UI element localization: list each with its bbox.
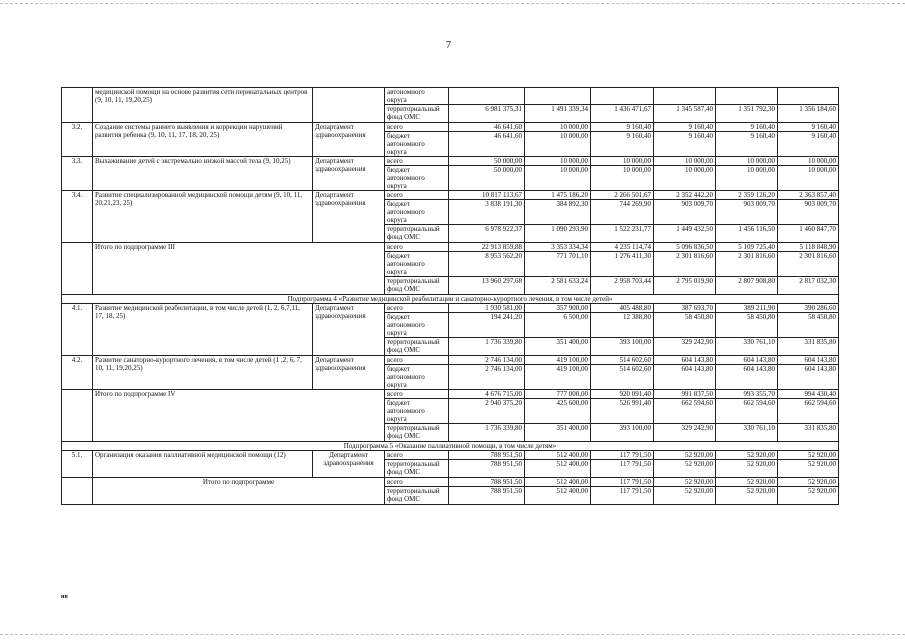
activity-name-cell: Развитие медицинской реабилитации, в том числе детей (1, 2, 6,7,11, 17, 18, 25) [93, 304, 313, 356]
table-row [62, 451, 839, 460]
amount-cell: 329 242,90 [654, 424, 716, 442]
amount-cell: 604 143,80 [778, 365, 839, 390]
amount-cell: 2 807 908,80 [716, 277, 778, 295]
funding-source-cell: бюджет автономного округа [385, 365, 449, 390]
amount-cell [654, 88, 716, 105]
amount-cell: 117 791,50 [591, 460, 654, 478]
amount-cell: 52 920,00 [654, 460, 716, 478]
amount-cell: 52 920,00 [654, 487, 716, 505]
executor-cell: Департамент здравоохранения [313, 191, 385, 243]
amount-cell: 52 920,00 [716, 451, 778, 460]
funding-source-cell: всего [385, 390, 449, 399]
amount-cell: 9 160,40 [716, 132, 778, 157]
amount-cell: 351 400,00 [525, 338, 591, 356]
executor-cell: Департамент здравоохранения [313, 451, 385, 478]
amount-cell: 330 761,10 [716, 424, 778, 442]
amount-cell: 10 817 113,67 [449, 191, 525, 200]
funding-source-cell: всего [385, 478, 449, 487]
amount-cell: 2 266 501,67 [591, 191, 654, 200]
amount-cell: 52 920,00 [778, 487, 839, 505]
amount-cell: 2 940 375,20 [449, 399, 525, 424]
amount-cell: 1 436 471,67 [591, 105, 654, 123]
amount-cell: 2 301 816,60 [778, 252, 839, 277]
amount-cell: 194 241,20 [449, 313, 525, 338]
amount-cell: 2 795 019,90 [654, 277, 716, 295]
item-number-cell: 3.4. [62, 191, 93, 243]
amount-cell: 117 791,50 [591, 487, 654, 505]
table-row [62, 123, 839, 132]
funding-source-cell: всего [385, 451, 449, 460]
amount-cell: 662 594,60 [778, 399, 839, 424]
amount-cell: 10 000,00 [525, 123, 591, 132]
funding-source-cell: всего [385, 304, 449, 313]
amount-cell [716, 88, 778, 105]
table-row [62, 356, 839, 365]
amount-cell: 393 100,00 [591, 338, 654, 356]
amount-cell: 2 352 442,20 [654, 191, 716, 200]
amount-cell: 5 096 836,50 [654, 243, 716, 252]
funding-source-cell: всего [385, 157, 449, 166]
amount-cell: 788 951,50 [449, 460, 525, 478]
amount-cell: 744 269,90 [591, 200, 654, 225]
subprogram-header-row [62, 295, 839, 304]
amount-cell: 50 000,00 [449, 157, 525, 166]
activity-name-cell: Итого по подпрограмме III [93, 243, 385, 295]
funding-source-cell: территориальный фонд ОМС [385, 277, 449, 295]
amount-cell: 903 009,70 [654, 200, 716, 225]
funding-source-cell: бюджет автономного округа [385, 399, 449, 424]
amount-cell: 9 160,40 [778, 132, 839, 157]
amount-cell: 10 000,00 [778, 166, 839, 191]
amount-cell: 58 450,80 [778, 313, 839, 338]
amount-cell: 9 160,40 [716, 123, 778, 132]
amount-cell: 604 143,80 [778, 356, 839, 365]
amount-cell: 1 522 231,77 [591, 225, 654, 243]
amount-cell: 10 000,00 [525, 166, 591, 191]
funding-source-cell: всего [385, 356, 449, 365]
table-row [62, 88, 839, 105]
item-number-cell: 3.2. [62, 123, 93, 157]
amount-cell: 52 920,00 [778, 478, 839, 487]
amount-cell: 9 160,40 [591, 123, 654, 132]
amount-cell: 994 430,40 [778, 390, 839, 399]
amount-cell: 3 353 334,34 [525, 243, 591, 252]
item-number-cell [62, 88, 93, 123]
amount-cell: 50 000,00 [449, 166, 525, 191]
amount-cell: 387 693,70 [654, 304, 716, 313]
amount-cell [449, 88, 525, 105]
amount-cell: 526 991,40 [591, 399, 654, 424]
amount-cell: 993 355,70 [716, 390, 778, 399]
item-number-cell [62, 243, 93, 295]
activity-name-cell: медицинской помощи на основе развития сети перинатальных центров (9, 10, 11, 19,20,25) [93, 88, 313, 123]
amount-cell: 12 388,80 [591, 313, 654, 338]
executor-cell [313, 88, 385, 123]
amount-cell: 13 960 297,68 [449, 277, 525, 295]
amount-cell [525, 88, 591, 105]
amount-cell [778, 88, 839, 105]
amount-cell: 351 400,00 [525, 424, 591, 442]
amount-cell: 2 746 134,00 [449, 365, 525, 390]
amount-cell: 1 449 432,50 [654, 225, 716, 243]
amount-cell: 2 301 816,60 [654, 252, 716, 277]
amount-cell: 604 143,80 [654, 356, 716, 365]
subprogram-title: Подпрограмма 5 «Оказание паллиативной помощи, в том числе детям» [62, 442, 839, 451]
amount-cell: 419 100,00 [525, 356, 591, 365]
amount-cell: 903 009,70 [716, 200, 778, 225]
amount-cell: 1 475 186,20 [525, 191, 591, 200]
amount-cell: 6 978 922,37 [449, 225, 525, 243]
amount-cell: 425 600,00 [525, 399, 591, 424]
amount-cell: 788 951,50 [449, 478, 525, 487]
amount-cell: 2 301 816,60 [716, 252, 778, 277]
amount-cell: 3 838 191,30 [449, 200, 525, 225]
amount-cell: 512 400,00 [525, 478, 591, 487]
funding-source-cell: бюджет автономного округа [385, 313, 449, 338]
amount-cell: 52 920,00 [716, 478, 778, 487]
funding-source-cell: территориальный фонд ОМС [385, 338, 449, 356]
amount-cell: 10 000,00 [778, 157, 839, 166]
amount-cell: 2 359 126,20 [716, 191, 778, 200]
amount-cell: 920 091,40 [591, 390, 654, 399]
table-row [62, 304, 839, 313]
amount-cell: 419 100,00 [525, 365, 591, 390]
page-number: 7 [446, 40, 451, 51]
amount-cell: 512 400,00 [525, 487, 591, 505]
amount-cell: 5 118 848,90 [778, 243, 839, 252]
amount-cell: 357 900,00 [525, 304, 591, 313]
activity-name-cell: Выхаживание детей с экстремально низкой массой тела (9, 10,25) [93, 157, 313, 191]
amount-cell: 46 641,60 [449, 132, 525, 157]
amount-cell: 512 400,00 [525, 460, 591, 478]
activity-name-cell: Организация оказания паллиативной медицинской помощи (12) [93, 451, 313, 478]
funding-source-cell: всего [385, 123, 449, 132]
scan-edge-bottom [0, 634, 905, 636]
table-body [62, 88, 839, 505]
activity-name-cell: Итого по подпрограмме IV [93, 390, 385, 442]
executor-cell: Департамент здравоохранения [313, 123, 385, 157]
item-number-cell: 3.3. [62, 157, 93, 191]
amount-cell: 117 791,50 [591, 451, 654, 460]
amount-cell: 2 817 032,30 [778, 277, 839, 295]
activity-name-cell: Итого по подпрограмме [93, 478, 385, 505]
amount-cell: 331 835,80 [778, 424, 839, 442]
amount-cell: 662 594,60 [716, 399, 778, 424]
amount-cell: 604 143,80 [716, 365, 778, 390]
amount-cell: 389 211,90 [716, 304, 778, 313]
amount-cell [591, 88, 654, 105]
funding-source-cell: территориальный фонд ОМС [385, 424, 449, 442]
amount-cell: 405 488,80 [591, 304, 654, 313]
table-row [62, 390, 839, 399]
funding-source-cell: территориальный фонд ОМС [385, 487, 449, 505]
amount-cell: 10 000,00 [716, 166, 778, 191]
table-row [62, 157, 839, 166]
funding-source-cell: всего [385, 191, 449, 200]
amount-cell: 514 602,60 [591, 365, 654, 390]
amount-cell: 1 460 847,70 [778, 225, 839, 243]
amount-cell: 384 892,30 [525, 200, 591, 225]
subprogram-title: Подпрограмма 4 «Развитие медицинской реабилитации и санаторно-курортного лечения, в том числе детей» [62, 295, 839, 304]
item-number-cell: 5.1. [62, 451, 93, 478]
table-row [62, 191, 839, 200]
amount-cell: 1 345 587,40 [654, 105, 716, 123]
amount-cell: 4 676 715,00 [449, 390, 525, 399]
amount-cell: 330 761,10 [716, 338, 778, 356]
amount-cell: 771 701,10 [525, 252, 591, 277]
amount-cell: 1 356 184,60 [778, 105, 839, 123]
amount-cell: 662 594,60 [654, 399, 716, 424]
item-number-cell [62, 390, 93, 442]
activity-name-cell: Развитие специализированной медицинской помощи детям (9, 10, 11, 20,21,23, 25) [93, 191, 313, 243]
amount-cell: 10 000,00 [591, 166, 654, 191]
subprogram-header-row [62, 442, 839, 451]
funding-source-cell: бюджет автономного округа [385, 166, 449, 191]
amount-cell: 52 920,00 [716, 460, 778, 478]
funding-source-cell: всего [385, 243, 449, 252]
amount-cell: 52 920,00 [716, 487, 778, 505]
amount-cell: 777 000,00 [525, 390, 591, 399]
amount-cell: 1 491 339,34 [525, 105, 591, 123]
amount-cell: 390 286,60 [778, 304, 839, 313]
amount-cell: 329 242,90 [654, 338, 716, 356]
amount-cell: 117 791,50 [591, 478, 654, 487]
amount-cell: 788 951,50 [449, 487, 525, 505]
amount-cell: 2 581 633,24 [525, 277, 591, 295]
amount-cell: 1 090 293,90 [525, 225, 591, 243]
item-number-cell: 4.2. [62, 356, 93, 390]
amount-cell: 52 920,00 [778, 451, 839, 460]
funding-source-cell: территориальный фонд ОМС [385, 105, 449, 123]
amount-cell: 9 160,40 [654, 123, 716, 132]
amount-cell: 604 143,80 [654, 365, 716, 390]
amount-cell: 604 143,80 [716, 356, 778, 365]
item-number-cell: 4.1. [62, 304, 93, 356]
amount-cell: 788 951,50 [449, 451, 525, 460]
scan-edge-top [0, 3, 905, 5]
amount-cell: 2 363 857,40 [778, 191, 839, 200]
funding-source-cell: бюджет автономного округа [385, 132, 449, 157]
amount-cell: 393 100,00 [591, 424, 654, 442]
amount-cell: 9 160,40 [591, 132, 654, 157]
activity-name-cell: Создание системы раннего выявления и коррекции нарушений развития ребенка (9, 10, 11, 17, 18, 20, 25) [93, 123, 313, 157]
amount-cell: 4 235 114,74 [591, 243, 654, 252]
footer-mark: нв [61, 594, 68, 600]
amount-cell: 22 913 859,88 [449, 243, 525, 252]
amount-cell: 52 920,00 [654, 478, 716, 487]
activity-name-cell: Развитие санаторно-курортного лечения, в том числе детей (1 ,2, 6, 7, 10, 11, 19,20,25) [93, 356, 313, 390]
amount-cell: 9 160,40 [778, 123, 839, 132]
funding-source-cell: бюджет автономного округа [385, 200, 449, 225]
amount-cell: 58 450,80 [716, 313, 778, 338]
amount-cell: 512 400,00 [525, 451, 591, 460]
amount-cell: 1 930 581,00 [449, 304, 525, 313]
amount-cell: 10 000,00 [525, 157, 591, 166]
amount-cell: 2 958 703,44 [591, 277, 654, 295]
table-row [62, 243, 839, 252]
executor-cell: Департамент здравоохранения [313, 157, 385, 191]
executor-cell: Департамент здравоохранения [313, 304, 385, 356]
amount-cell: 10 000,00 [525, 132, 591, 157]
amount-cell: 6 981 375,31 [449, 105, 525, 123]
amount-cell: 10 000,00 [654, 157, 716, 166]
amount-cell: 58 450,80 [654, 313, 716, 338]
amount-cell: 6 500,00 [525, 313, 591, 338]
amount-cell: 9 160,40 [654, 132, 716, 157]
amount-cell: 1 276 411,30 [591, 252, 654, 277]
amount-cell: 10 000,00 [654, 166, 716, 191]
amount-cell: 1 351 792,30 [716, 105, 778, 123]
amount-cell: 10 000,00 [591, 157, 654, 166]
amount-cell: 10 000,00 [716, 157, 778, 166]
amount-cell: 1 456 116,50 [716, 225, 778, 243]
amount-cell: 8 953 562,20 [449, 252, 525, 277]
item-number-cell [62, 478, 93, 505]
table-row [62, 478, 839, 487]
amount-cell: 331 835,80 [778, 338, 839, 356]
amount-cell: 514 602,60 [591, 356, 654, 365]
funding-source-cell: автономного округа [385, 88, 449, 105]
amount-cell: 1 736 339,80 [449, 338, 525, 356]
funding-source-cell: бюджет автономного округа [385, 252, 449, 277]
executor-cell: Департамент здравоохранения [313, 356, 385, 390]
amount-cell: 46 641,60 [449, 123, 525, 132]
amount-cell: 5 109 725,40 [716, 243, 778, 252]
amount-cell: 2 746 134,00 [449, 356, 525, 365]
funding-source-cell: территориальный фонд ОМС [385, 460, 449, 478]
funding-source-cell: территориальный фонд ОМС [385, 225, 449, 243]
program-funding-table [61, 87, 839, 505]
amount-cell: 903 009,70 [778, 200, 839, 225]
amount-cell: 52 920,00 [778, 460, 839, 478]
amount-cell: 991 837,50 [654, 390, 716, 399]
amount-cell: 52 920,00 [654, 451, 716, 460]
amount-cell: 1 736 339,80 [449, 424, 525, 442]
